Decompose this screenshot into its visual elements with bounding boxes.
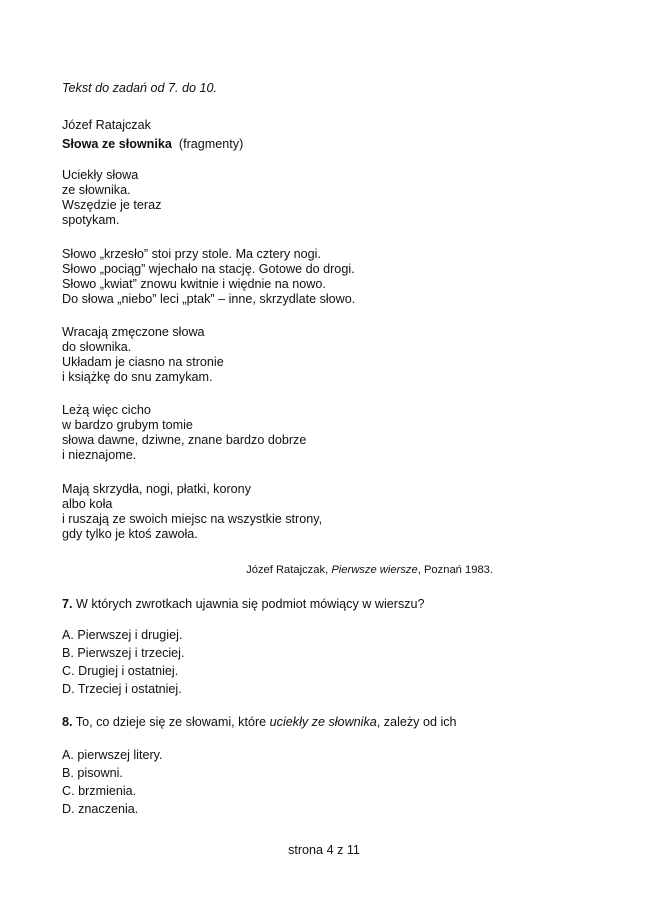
poem-line: Wszędzie je teraz [62,198,162,212]
poem-line: Leżą więc cicho [62,403,151,417]
question-8-number: 8. [62,715,73,729]
stanza-4 [62,403,306,463]
poem-subtitle: (fragmenty) [178,137,244,151]
poem-line: Słowo „kwiat” znowu kwitnie i więdnie na nowo. [62,277,326,291]
poem-line: Uciekły słowa [62,168,139,182]
stanza-1 [62,168,161,228]
poem-line: gdy tylko je ktoś zawoła. [62,527,198,541]
poem-line: i książkę do snu zamykam. [62,370,213,384]
answer-option: B. Pierwszej i trzeciej. [62,646,185,660]
poem-source [246,563,493,578]
poem-line: do słownika. [62,340,132,354]
source-rest: , Poznań 1983. [417,564,493,576]
answer-option: D. znaczenia. [62,802,139,816]
intro-text: Tekst do zadań od 7. do 10. [62,81,217,95]
question-7-options [62,626,184,698]
stanza-2 [62,247,355,307]
poem-line: Układam je ciasno na stronie [62,355,224,369]
source-author: Józef Ratajczak, [246,564,332,576]
question-7 [62,597,425,612]
question-8-text-after: , zależy od ich [376,715,457,729]
answer-option: B. pisowni. [62,766,123,780]
poem-line: Do słowa „niebo” leci „ptak” – inne, skrzydlate słowo. [62,292,356,306]
poem-line: Słowo „krzesło” stoi przy stole. Ma cztery nogi. [62,247,321,261]
poem-line: albo koła [62,497,113,511]
poem-line: Mają skrzydła, nogi, płatki, korony [62,482,251,496]
poem-line: w bardzo grubym tomie [62,418,193,432]
question-8-options [62,746,163,818]
poem-title: Słowa ze słownika [62,137,172,151]
poem-author: Józef Ratajczak [62,118,151,132]
poem-line: i ruszają ze swoich miejsc na wszystkie strony, [62,512,323,526]
poem-line: słowa dawne, dziwne, znane bardzo dobrze [62,433,307,447]
question-8-text-before: To, co dzieje się ze słowami, które [72,715,270,729]
answer-option: C. Drugiej i ostatniej. [62,664,179,678]
answer-option: D. Trzeciej i ostatniej. [62,682,182,696]
answer-option: A. Pierwszej i drugiej. [62,628,183,642]
poem-line: Wracają zmęczone słowa [62,325,205,339]
answer-option: A. pierwszej litery. [62,748,163,762]
poem-line: spotykam. [62,213,120,227]
stanza-3 [62,325,224,385]
poem-line: i nieznajome. [62,448,137,462]
poem-title-line [62,137,243,152]
page-number: strona 4 z 11 [288,843,360,857]
question-7-number: 7. [62,597,73,611]
question-7-text: W których zwrotkach ujawnia się podmiot mówiący w wierszu? [72,597,425,611]
source-book: Pierwsze wiersze [331,564,418,576]
question-8-text-italic: uciekły ze słownika [269,715,377,729]
answer-option: C. brzmienia. [62,784,137,798]
poem-line: Słowo „pociąg” wjechało na stację. Gotowe do drogi. [62,262,355,276]
poem-line: ze słownika. [62,183,131,197]
stanza-5 [62,482,322,542]
question-8 [62,715,457,730]
